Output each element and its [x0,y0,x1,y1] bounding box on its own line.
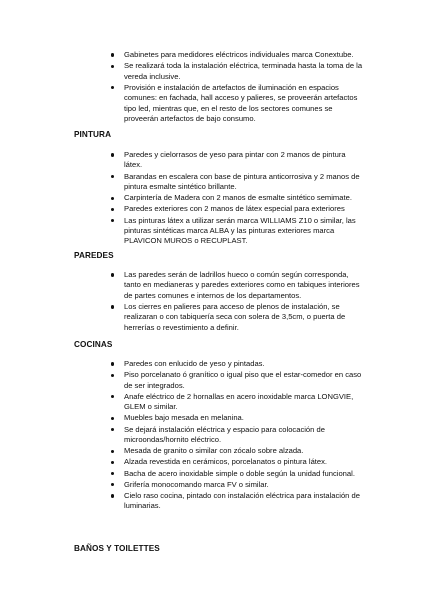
bullet-icon [111,428,114,431]
list-item: Anafe eléctrico de 2 hornallas en acero inoxidable marca LONGVIE, GLEM o similar. [0,392,364,413]
section-heading-pintura: PINTURA [74,130,112,139]
bullet-icon [111,153,114,156]
list-item: Las paredes serán de ladrillos hueco o común según corresponda, tanto en medianeras y paredes exteriores como en tabiques interiores de partes comunes e internos de los departamentos. [0,270,364,301]
list-item: Bacha de acero inoxidable simple o doble según la unidad funcional. [0,469,364,479]
list-item: Carpintería de Madera con 2 manos de esmalte sintético semimate. [0,193,364,203]
bullet-icon [111,273,114,276]
bullet-icon [111,362,114,365]
section-heading-banos-y-toilettes: BAÑOS Y TOILETTES [74,544,160,553]
list-item: Se dejará instalación eléctrica y espacio para colocación de microondas/hornito eléctrico. [0,425,364,446]
bullet-icon [111,374,114,377]
list-item: Los cierres en palieres para acceso de plenos de instalación, se realizaran o con tabiquería seca con solera de 3,5cm, o puerta de herrerías o revestimiento a definir. [0,302,364,333]
bullet-icon [111,305,114,308]
section-heading-cocinas: COCINAS [74,340,113,349]
list-item: Se realizará toda la instalación eléctrica, terminada hasta la toma de la vereda inclusive. [0,61,364,82]
list-item: Paredes exteriores con 2 manos de látex especial para exteriores [0,204,364,214]
list-item: Barandas en escalera con base de pintura anticorrosiva y 2 manos de pintura esmalte sintético brillante. [0,172,364,193]
list-item: Grifería monocomando marca FV o similar. [0,480,364,490]
bullet-icon [111,417,114,420]
list-item: Las pinturas látex a utilizar serán marca WILLIAMS Z10 o similar, las pinturas sintéticas marca ALBA y las pinturas exteriores marca PLAVICON MUROS o RECUPLAST. [0,216,364,247]
intro-bullet-list [0,50,424,125]
list-item: Mesada de granito o similar con zócalo sobre alzada. [0,446,364,456]
bullet-icon [111,175,114,178]
section-heading-paredes: PAREDES [74,251,114,260]
bullet-icon [111,86,114,89]
cocinas-bullet-list [0,359,424,513]
list-item: Gabinetes para medidores eléctricos individuales marca Conextube. [0,50,364,60]
bullet-icon [111,219,114,222]
bullet-icon [111,461,114,464]
bullet-icon [111,472,114,475]
bullet-icon [111,494,114,497]
list-item: Paredes y cielorrasos de yeso para pintar con 2 manos de pintura látex. [0,150,364,171]
bullet-icon [111,483,114,486]
bullet-icon [111,395,114,398]
bullet-icon [111,53,114,56]
bullet-icon [111,197,114,200]
paredes-bullet-list [0,270,424,334]
list-item: Muebles bajo mesada en melanina. [0,413,364,423]
bullet-icon [111,208,114,211]
list-item: Provisión e instalación de artefactos de iluminación en espacios comunes: en fachada, hall acceso y palieres, se proveerán artefactos tipo led, mientras que, en el resto de los sectores comunes se proveerán artefactos de bajo consumo. [0,83,364,125]
list-item: Piso porcelanato ó granítico o igual piso que el estar-comedor en caso de ser integrados. [0,370,364,391]
list-item: Cielo raso cocina, pintado con instalación eléctrica para instalación de luminarias. [0,491,364,512]
pintura-bullet-list [0,150,424,248]
bullet-icon [111,450,114,453]
list-item: Paredes con enlucido de yeso y pintadas. [0,359,364,369]
bullet-icon [111,65,114,68]
list-item: Alzada revestida en cerámicos, porcelanatos o pintura látex. [0,457,364,467]
